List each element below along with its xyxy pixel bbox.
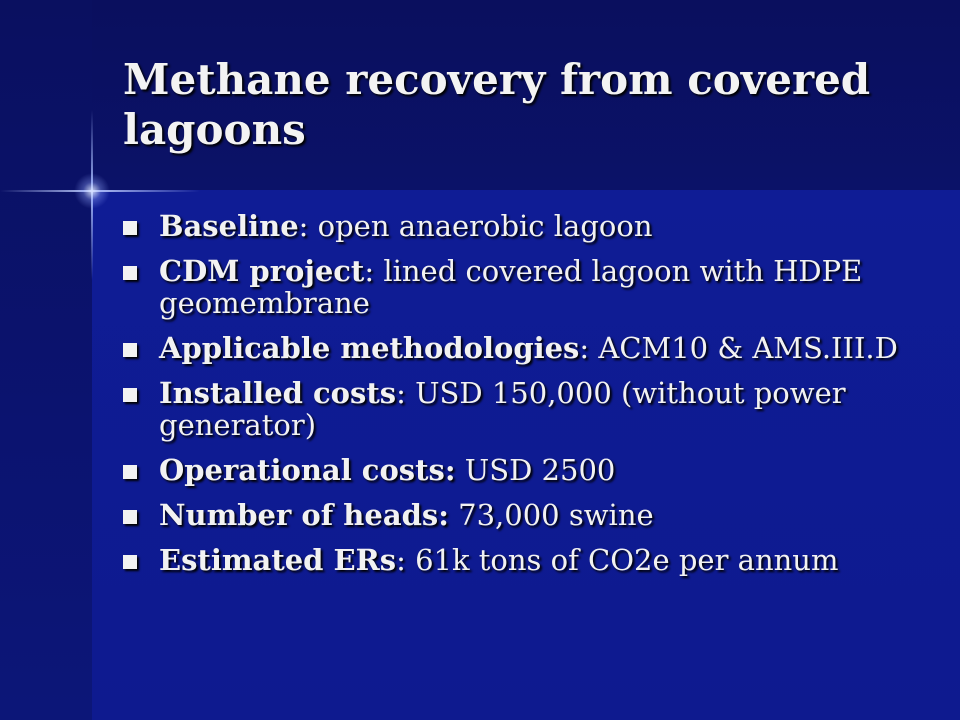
bullet-text: : open anaerobic lagoon	[298, 209, 653, 243]
square-bullet-icon	[123, 510, 137, 524]
bullet-label: Applicable methodologies	[159, 331, 580, 365]
bullet-text: : USD 150,000 (without power generator)	[159, 376, 846, 442]
bullet-text: : 61k tons of CO2e per annum	[396, 543, 839, 577]
bullet-text: USD 2500	[455, 453, 616, 487]
square-bullet-icon	[123, 465, 137, 479]
bullet-item-estimated-ers	[123, 544, 953, 576]
square-bullet-icon	[123, 388, 137, 402]
bullet-text: : ACM10 & AMS.III.D	[579, 331, 898, 365]
bullet-text: : lined covered lagoon with HDPE geomembrane	[159, 254, 863, 320]
bullet-label: Estimated ERs	[159, 543, 397, 577]
bullet-list	[123, 210, 953, 589]
bullet-item-installed-costs	[123, 377, 953, 441]
bullet-label: Number of heads:	[159, 498, 449, 532]
square-bullet-icon	[123, 266, 137, 280]
bullet-item-number-of-heads	[123, 499, 953, 531]
bullet-item-cdm-project	[123, 255, 953, 319]
bullet-text: 73,000 swine	[448, 498, 654, 532]
square-bullet-icon	[123, 555, 137, 569]
bullet-label: CDM project	[159, 254, 365, 288]
lens-flare-glow	[74, 173, 110, 209]
bullet-item-applicable-methodologies	[123, 332, 953, 364]
bullet-item-operational-costs	[123, 454, 953, 486]
square-bullet-icon	[123, 343, 137, 357]
square-bullet-icon	[123, 221, 137, 235]
bullet-label: Installed costs	[159, 376, 397, 410]
left-background-band	[0, 0, 92, 720]
bullet-label: Operational costs:	[159, 453, 456, 487]
bullet-label: Baseline	[159, 209, 299, 243]
slide-title: Methane recovery from covered lagoons	[123, 55, 871, 154]
bullet-item-baseline	[123, 210, 953, 242]
